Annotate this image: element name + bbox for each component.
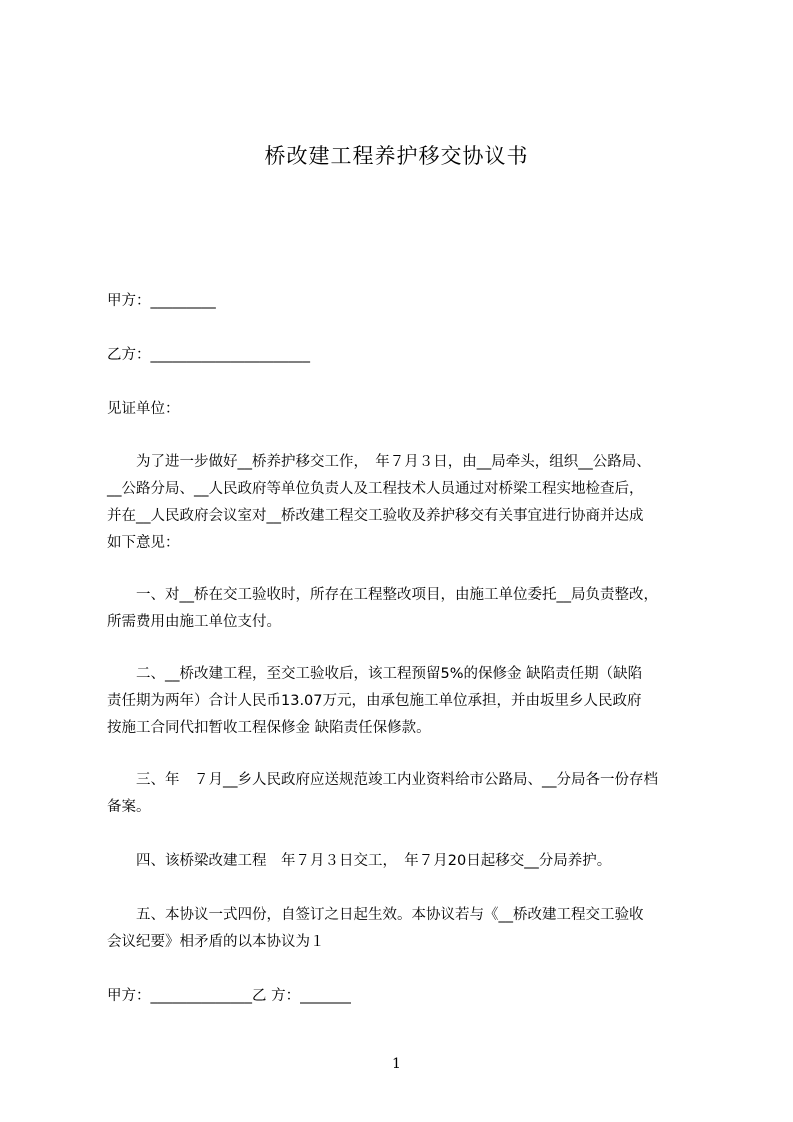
clause-2-line: 按施工合同代扣暂收工程保修金 缺陷责任保修款。: [107, 720, 431, 736]
party-a-line: 甲方：_________: [107, 293, 216, 309]
clause-3-line: 三、年 ７月__乡人民政府应送规范竣工内业资料给市公路局、__分局各一份存档: [107, 772, 658, 788]
clause-3-line: 备案。: [107, 799, 151, 815]
clause-1-line: 所需费用由施工单位支付。: [107, 614, 281, 630]
intro-line: __公路分局、__人民政府等单位负责人及工程技术人员通过对桥梁工程实地检查后，: [107, 481, 644, 497]
intro-line: 如下意见：: [107, 535, 180, 551]
clause-1-line: 一、对__桥在交工验收时，所存在工程整改项目，由施工单位委托__局负责整改，: [107, 587, 658, 603]
document-title: 桥改建工程养护移交协议书: [264, 144, 529, 168]
clause-5-line: 会议纪要》相矛盾的以本协议为１: [107, 934, 325, 950]
intro-line: 并在__人民政府会议室对__桥改建工程交工验收及养护移交有关事宜进行协商并达成: [107, 508, 644, 524]
intro-line: 为了进一步做好__桥养护移交工作， 年７月３日，由__局牵头，组织__公路局、: [107, 454, 651, 470]
signature-line: 甲方：______________乙 方：_______: [107, 988, 351, 1004]
clause-5-line: 五、本协议一式四份，自签订之日起生效。本协议若与《__桥改建工程交工验收: [107, 907, 644, 923]
witness-line: 见证单位：: [107, 401, 180, 417]
clause-2-line: 责任期为两年）合计人民币13.07万元，由承包施工单位承担，并由坂里乡人民政府: [107, 693, 642, 709]
clause-2-line: 二、__桥改建工程，至交工验收后，该工程预留5%的保修金 缺陷责任期（缺陷: [107, 666, 643, 682]
page-number: 1: [392, 1056, 401, 1072]
party-b-line: 乙方：______________________: [107, 347, 310, 363]
clause-4-line: 四、该桥梁改建工程 年７月３日交工， 年７月20日起移交__分局养护。: [107, 853, 612, 869]
